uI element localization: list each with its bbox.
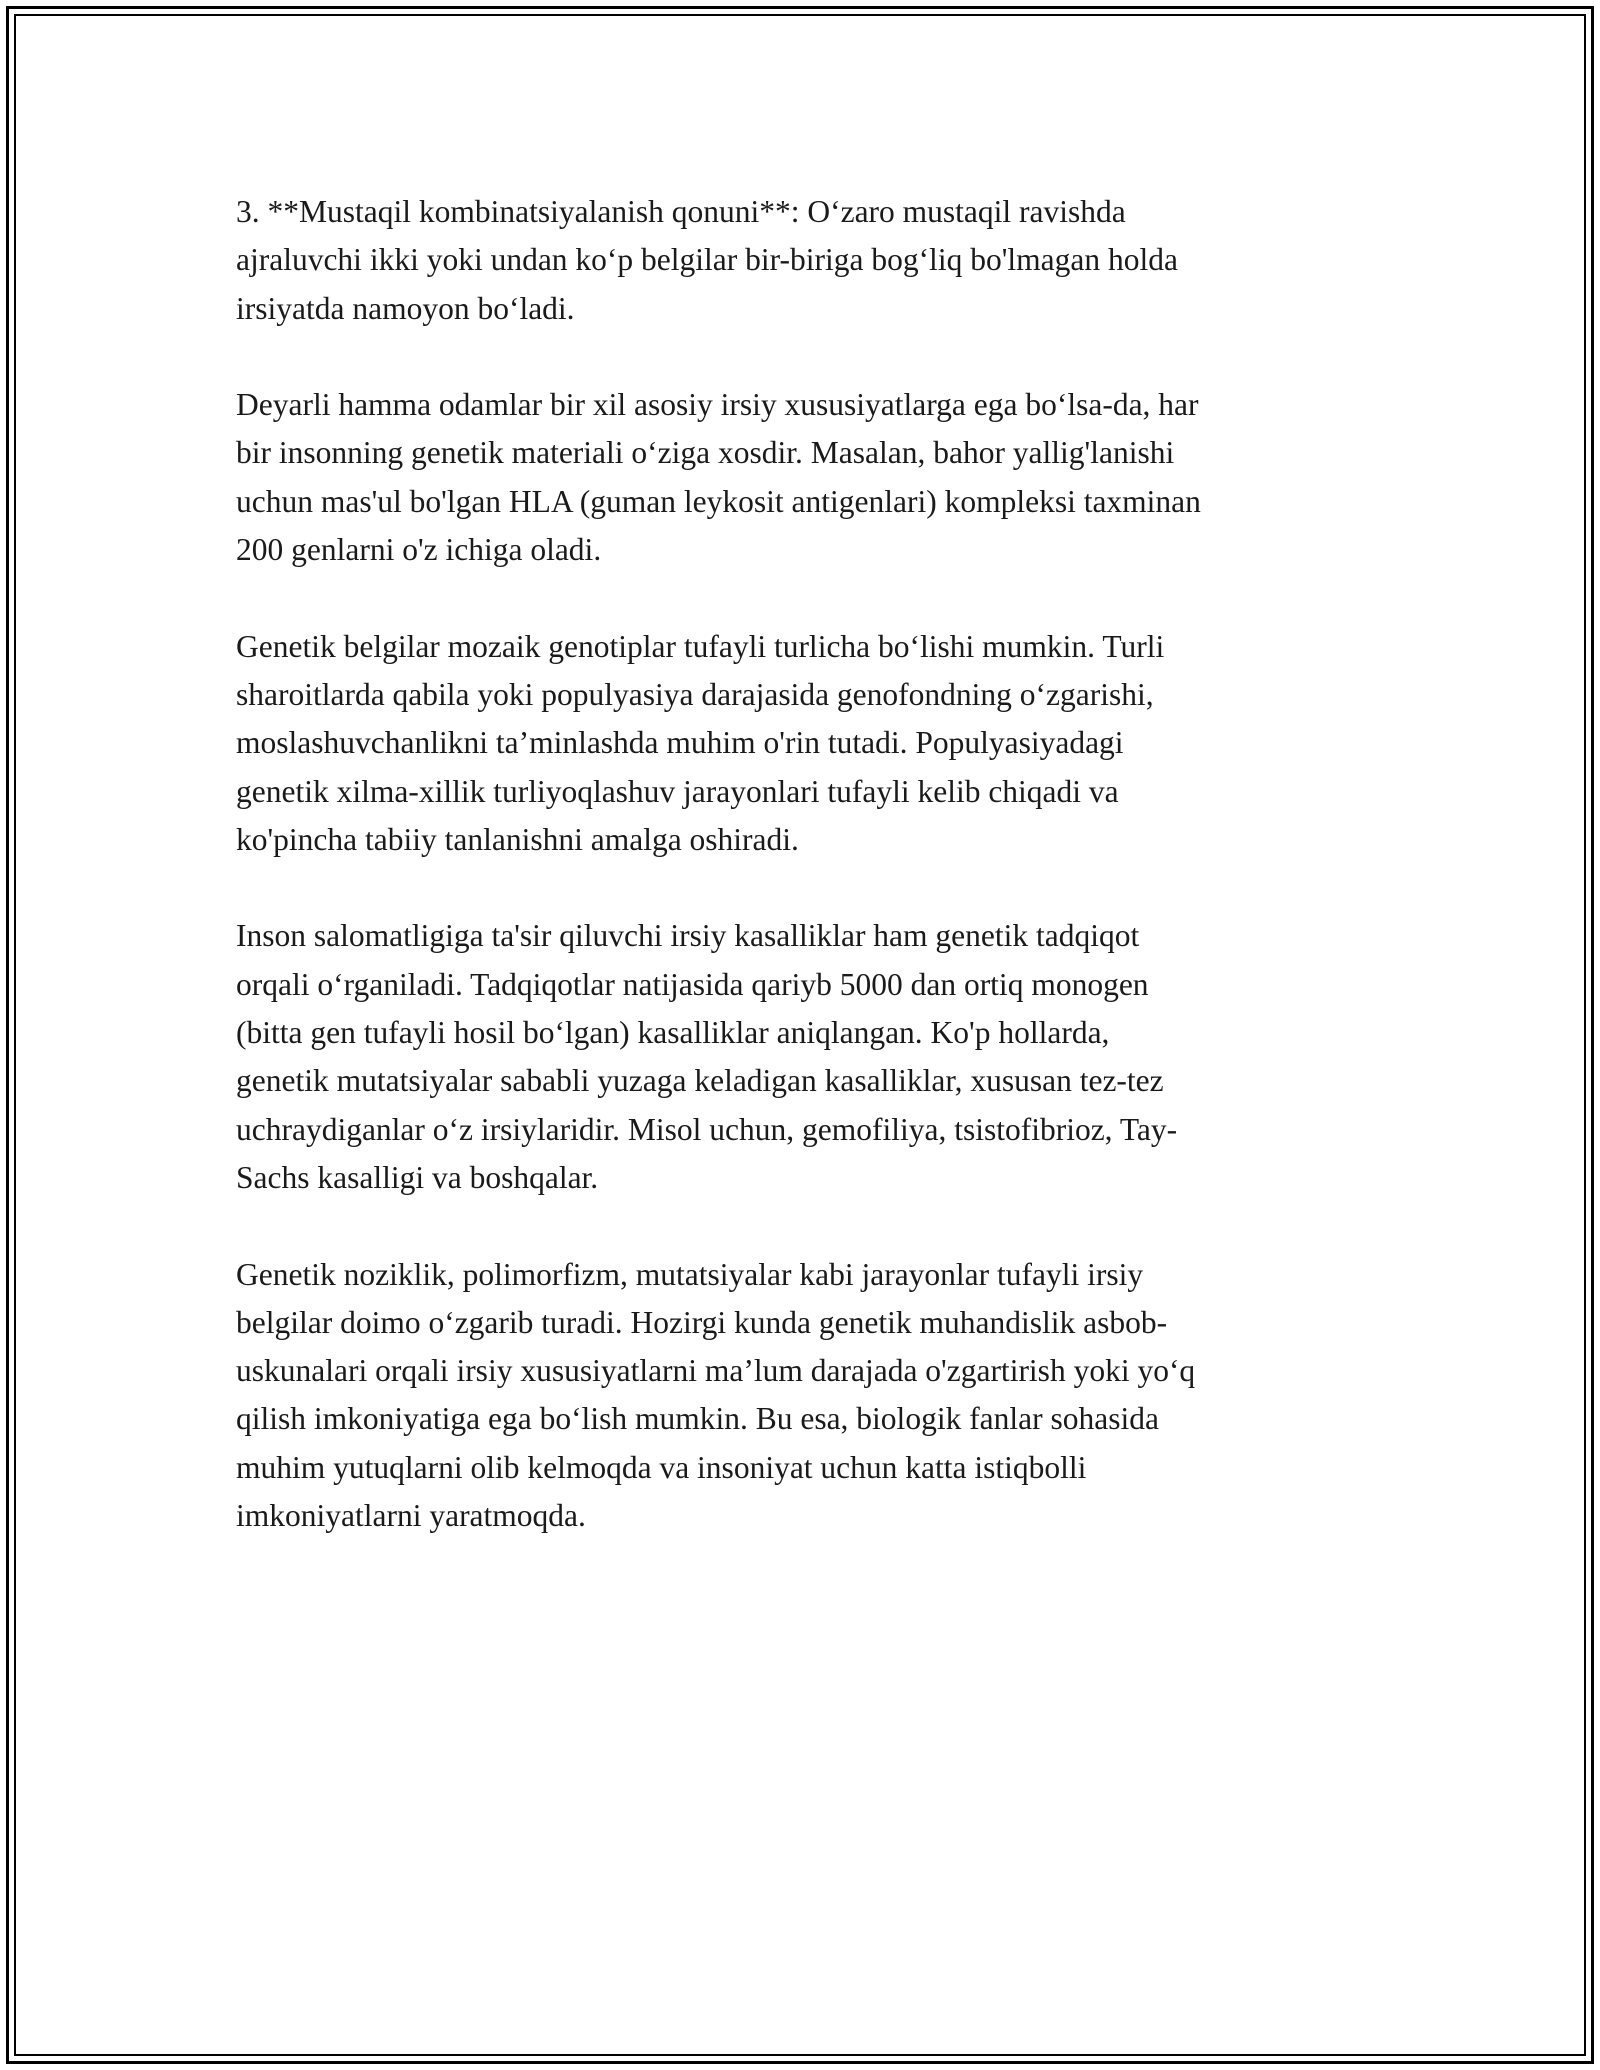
text-line: 200 genlarni o'z ichiga oladi.	[236, 532, 602, 568]
text-line: Deyarli hamma odamlar bir xil asosiy irsiy xususiyatlarga ega bo‘lsa-da, har	[236, 387, 1199, 423]
text-line: genetik xilma-xillik turliyoqlashuv jarayonlari tufayli kelib chiqadi va	[236, 773, 1119, 809]
paragraph-genetik-muhandislik	[236, 1251, 1366, 1541]
document-body	[236, 188, 1366, 1589]
text-line: 3. **Mustaqil kombinatsiyalanish qonuni**: O‘zaro mustaqil ravishda	[236, 194, 1126, 229]
text-line: genetik mutatsiyalar sababli yuzaga keladigan kasalliklar, xususan tez-tez	[236, 1063, 1164, 1099]
paragraph-mustaqil-kombinatsiyalanish	[236, 188, 1366, 333]
text-line: ajraluvchi ikki yoki undan ko‘p belgilar bir-biriga bog‘liq bo'lmagan holda	[236, 242, 1178, 278]
text-line: Inson salomatligiga ta'sir qiluvchi irsiy kasalliklar ham genetik tadqiqot	[236, 918, 1140, 954]
text-line: uchun mas'ul bo'lgan HLA (guman leykosit antigenlari) kompleksi taxminan	[236, 483, 1201, 519]
text-line: qilish imkoniyatiga ega bo‘lish mumkin. Bu esa, biologik fanlar sohasida	[236, 1401, 1159, 1437]
text-line: muhim yutuqlarni olib kelmoqda va insoniyat uchun katta istiqbolli	[236, 1449, 1087, 1485]
text-line: sharoitlarda qabila yoki populyasiya darajasida genofondning o‘zgarishi,	[236, 676, 1154, 712]
text-line: moslashuvchanlikni ta’minlashda muhim o'rin tutadi. Populyasiyadagi	[236, 725, 1124, 761]
text-line: bir insonning genetik materiali o‘ziga xosdir. Masalan, bahor yallig'lanishi	[236, 435, 1175, 471]
text-line: uskunalari orqali irsiy xususiyatlarni ma’lum darajada o'zgartirish yoki yo‘q	[236, 1353, 1196, 1389]
text-line: orqali o‘rganiladi. Tadqiqotlar natijasida qariyb 5000 dan ortiq monogen	[236, 966, 1149, 1002]
paragraph-hla-kompleksi	[236, 381, 1366, 574]
text-line: Genetik noziklik, polimorfizm, mutatsiyalar kabi jarayonlar tufayli irsiy	[236, 1256, 1144, 1292]
text-line: Genetik belgilar mozaik genotiplar tufayli turlicha bo‘lishi mumkin. Turli	[236, 628, 1165, 664]
text-line: uchraydiganlar o‘z irsiylaridir. Misol uchun, gemofiliya, tsistofibrioz, Tay-	[236, 1111, 1178, 1147]
text-line: ko'pincha tabiiy tanlanishni amalga oshiradi.	[236, 821, 799, 857]
text-line: belgilar doimo o‘zgarib turadi. Hozirgi kunda genetik muhandislik asbob-	[236, 1304, 1168, 1340]
paragraph-genetik-xilma-xillik	[236, 623, 1366, 864]
paragraph-irsiy-kasalliklar	[236, 912, 1366, 1202]
text-line: irsiyatda namoyon bo‘ladi.	[236, 290, 575, 326]
text-line: (bitta gen tufayli hosil bo‘lgan) kasalliklar aniqlangan. Ko'p hollarda,	[236, 1015, 1110, 1051]
text-line: imkoniyatlarni yaratmoqda.	[236, 1498, 586, 1534]
text-line: Sachs kasalligi va boshqalar.	[236, 1159, 599, 1195]
